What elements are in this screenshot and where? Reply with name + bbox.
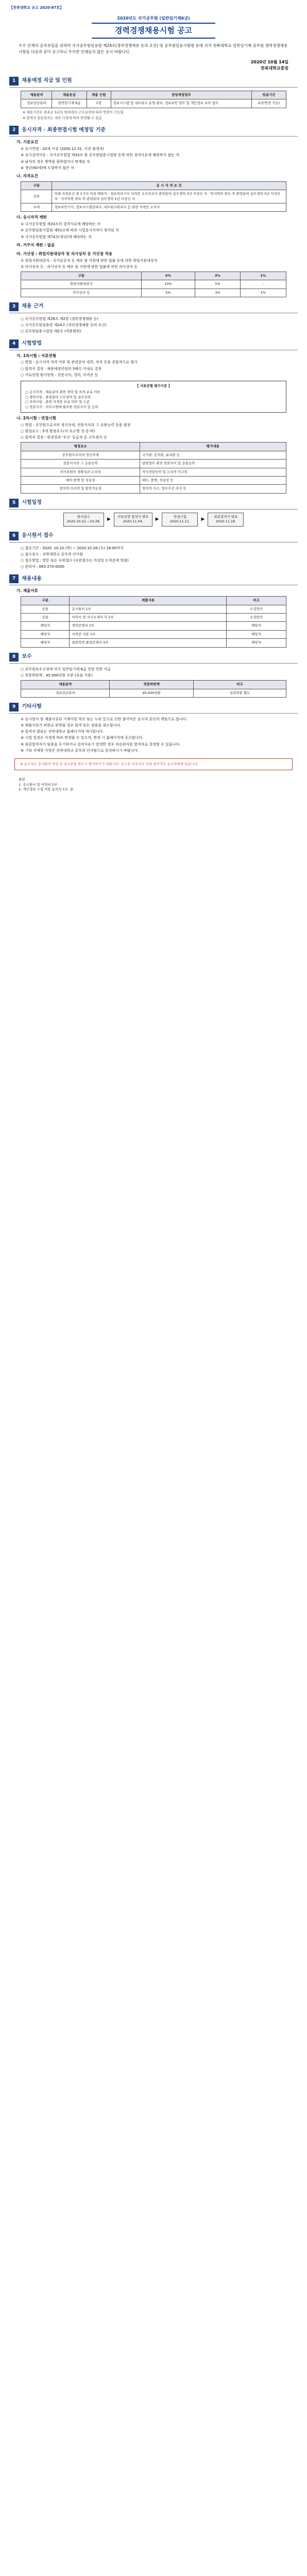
box-title: 【 서류전형 평가기준 】 xyxy=(135,383,172,388)
list-item: ○ 연봉하한액 : 45,000천원 수준 (초임 기준) xyxy=(21,673,93,677)
recruit-table xyxy=(21,91,286,108)
table-row xyxy=(21,190,286,204)
table-cell: 공무원으로서의 정신자세 xyxy=(21,451,140,459)
table-cell: 5% xyxy=(142,289,195,297)
list-item: ② 공무원임용시험령 제51조에 따라 시험응시자격이 정지된 자 xyxy=(21,228,119,233)
note: ※ 채용기간은 최초로 5년의 범위에서 근무실적에 따라 연장이 가능함 xyxy=(23,110,124,114)
table-cell: 일반임기제 6급 xyxy=(52,99,87,108)
table-cell: 해당자 xyxy=(227,639,286,647)
table-cell: 아래 자격요건 중 1가지 이상 해당자 · 정보처리기사 자격증 소지자로서 관련분야 실무경력 3년 이상인 자 · 학사학위 취득 후 관련분야 실무경력 3년 이상인 자 · 석사학위 취득 후 관련분야 실무경력 1년 이상인 자 xyxy=(52,190,286,204)
section-header xyxy=(9,126,298,134)
table-cell: 자격증 사본 1부 xyxy=(70,630,227,638)
subheading: 마. 가산점 : 취업지원대상자 및 의사상자 등 가산점 적용 xyxy=(16,251,113,256)
list-item: ③ 합격자 발표는 전북대학교 홈페이지에 게시합니다. xyxy=(21,730,104,734)
table-header-row xyxy=(21,272,286,280)
table-row xyxy=(21,451,286,459)
section-number: 8 xyxy=(9,653,19,662)
table-header: 연봉하한액 xyxy=(110,681,194,689)
table-row xyxy=(21,99,286,108)
list-item: ○ 자격사항 : 관련 자격증 보유 여부 및 수준 xyxy=(25,400,90,404)
step-label: 원서접수 xyxy=(77,514,90,519)
list-item: ○ 합격자 결정 : 채용예정인원의 3배수 이내로 결정 xyxy=(21,366,101,371)
table-header: 담당예정업무 xyxy=(111,91,252,99)
list-item: ○ 공무원보수규정에 의거 일반임기제 6급 상당 연봉 지급 xyxy=(21,667,111,671)
table-cell: 창의적 사고, 업무추진 의지 등 xyxy=(140,485,286,493)
notice-date: 2020년 10월 14일 xyxy=(250,60,288,65)
table-cell: 담당업무 관련 전문지식 및 응용능력 xyxy=(140,460,286,468)
list-item: ○ 방법 : 응시자격 적격 여부 및 관련분야 경력, 자격 등을 종합적으로 평가 xyxy=(21,360,138,365)
table-row xyxy=(21,468,286,476)
table-cell: 소정양식 xyxy=(227,614,286,622)
salary-table xyxy=(21,680,286,698)
attachments xyxy=(19,777,288,792)
section-6 xyxy=(9,532,298,543)
section-number: 6 xyxy=(9,532,19,540)
table-row xyxy=(21,485,286,493)
subheading: 가. 제출서류 xyxy=(16,588,38,594)
table-cell: 정보보안기사, 정보시스템감리사, 네트워크관리사 등 관련 자격증 소지자 xyxy=(52,204,286,212)
section-9 xyxy=(9,703,298,714)
title-block xyxy=(92,15,215,39)
table-header: 채용등급 xyxy=(52,91,87,99)
section-title: 채용 근거 xyxy=(22,303,44,310)
table-header: 5% xyxy=(142,272,195,280)
table-row xyxy=(21,630,286,638)
table-row xyxy=(21,605,286,613)
table-header: 구분 xyxy=(21,272,142,280)
table-row xyxy=(21,204,286,212)
list-item: ○ 경력사항 : 관련분야 근무경력 및 실무능력 xyxy=(25,395,91,399)
subheading: 나. 2차시험 : 면접시험 xyxy=(16,415,56,420)
table-cell: 창의력·의지력 및 발전가능성 xyxy=(21,485,140,493)
table-cell: 정보전산분야 xyxy=(21,99,52,108)
date-signature xyxy=(9,59,288,71)
section-title: 기타사항 xyxy=(22,704,42,710)
table-cell: 소정양식 xyxy=(227,605,286,613)
table-header: 평정요소 xyxy=(21,443,140,451)
notice-signer: 전북대학교총장 xyxy=(260,66,288,71)
schedule-flow xyxy=(21,513,286,527)
section-7 xyxy=(9,574,298,585)
list-item: ① 응시연령 : 20세 이상 (2000.12.31. 이전 출생자) xyxy=(21,147,105,151)
title-subtitle: 2020년도 국가공무원 (일반임기제6급) xyxy=(117,16,190,21)
list-item: ③ 남자의 경우 병역을 필하였거나 면제된 자 xyxy=(21,159,90,164)
attachment-item: 2. 개인정보 수집 이용 동의서 1부. 끝. xyxy=(19,787,75,792)
section-number: 5 xyxy=(9,499,19,507)
section-header xyxy=(9,340,298,348)
section-title: 시험일정 xyxy=(22,500,42,506)
table-header-row xyxy=(21,91,286,99)
list-item: ○ 방법 : 공무원으로서의 정신자세, 전문지식과 그 응용능력 등을 평정 xyxy=(21,422,131,427)
evaluation-criteria-box xyxy=(21,381,286,413)
schedule-step xyxy=(63,513,104,527)
table-cell: 해당자 xyxy=(21,622,70,630)
schedule-step xyxy=(208,513,244,527)
interview-evaluation-table xyxy=(21,442,286,494)
list-item: ○ 서류전형 평가항목 : 전문지식, 경력, 자격증 등 xyxy=(21,372,98,377)
table-header-row xyxy=(21,597,286,605)
table-cell: 응시원서 1부 xyxy=(70,605,227,613)
table-row xyxy=(21,614,286,622)
section-header xyxy=(9,532,298,540)
list-item: ○ 공무원임용시험령 제2조 (적용범위) xyxy=(21,329,81,334)
section-header xyxy=(9,302,298,311)
list-item: ○ 응시자격 : 채용분야 관련 경력 및 자격 보유 여부 xyxy=(25,390,100,395)
table-row xyxy=(21,280,286,289)
list-item: ① 취업지원대상자 : 국가유공자 등 예우 및 지원에 관한 법률 등에 의한 취업지원대상자 xyxy=(21,258,158,263)
list-item: ④ 정년(60세)에 도달하지 않은 자 xyxy=(21,165,74,170)
step-date: 2020.10.22.~10.28. xyxy=(66,519,100,524)
subheading: 라. 거주지 제한 : 없음 xyxy=(16,242,55,247)
table-cell: 의사표현의 정확성과 논리성 xyxy=(21,468,140,476)
table-cell: 태도, 품행, 성실성 등 xyxy=(140,476,286,484)
step-date: 2020.11.18. xyxy=(215,519,236,524)
section-1 xyxy=(9,77,298,88)
table-header: 응 시 자 격 요 건 xyxy=(52,181,286,190)
step-date: 2020.11.04. xyxy=(123,519,143,524)
section-header xyxy=(9,653,298,662)
section-4 xyxy=(9,340,298,350)
table-cell: 2년(연장 가능) xyxy=(252,99,286,108)
table-cell: 성과연봉 별도 xyxy=(194,689,286,697)
table-header: 채용분야 xyxy=(21,681,110,689)
subheading: 가. 기본요건 xyxy=(16,140,38,145)
subheading: 가. 1차시험 : 서류전형 xyxy=(16,353,56,358)
attachments-label: 붙임 xyxy=(19,777,25,782)
section-number: 3 xyxy=(9,302,19,311)
table-cell: 의사전달능력 및 논리적 사고력 xyxy=(140,468,286,476)
table-row xyxy=(21,639,286,647)
list-item: ⑥ 기타 자세한 사항은 전북대학교 총무과 인사팀으로 문의하시기 바랍니다. xyxy=(21,748,139,753)
table-header: 비고 xyxy=(227,597,286,605)
note: ※ 합격자 임용일자는 내부 사정에 따라 변경될 수 있음 xyxy=(23,115,102,120)
section-2 xyxy=(9,126,298,137)
section-8 xyxy=(9,653,298,664)
table-cell: 3% xyxy=(195,289,240,297)
table-cell: 의사상자 등 xyxy=(21,289,142,297)
table-cell: 해당자 xyxy=(227,622,286,630)
attachment-item: 1. 응시원서 및 이력서 1부. xyxy=(19,782,59,787)
table-header: 제출서류 xyxy=(70,597,227,605)
section-header xyxy=(9,703,298,711)
table-header: 채용 인원 xyxy=(87,91,111,99)
table-header: 구분 xyxy=(21,181,52,190)
table-row xyxy=(21,689,286,697)
table-cell: 해당자 xyxy=(227,630,286,638)
list-item: ○ 평정요소 : 5개 평정요소(각 요소별 상·중·하) xyxy=(21,429,95,433)
notice-number: 【전북대학교 공고 2020-87호】 xyxy=(9,6,64,10)
section-number: 2 xyxy=(9,126,19,134)
section-title: 채용내용 xyxy=(22,575,42,582)
table-cell: 정보시스템 및 네트워크 운영 관리, 정보보안 업무 및 개인정보 보호 업무 xyxy=(111,99,252,108)
list-item: ○ 합격자 결정 : 평정결과 '우수' 등급자 중 고득점자 순 xyxy=(21,435,107,440)
table-cell: 1명 xyxy=(87,99,111,108)
table-cell: 공통 xyxy=(21,605,70,613)
table-cell: 5% xyxy=(195,280,240,289)
section-title: 응시원서 접수 xyxy=(22,532,54,538)
table-header: 1% xyxy=(241,272,286,280)
schedule-step xyxy=(162,513,198,527)
list-item: ○ 문의처 : 063-270-0000 xyxy=(21,565,65,569)
table-header-row xyxy=(21,681,286,689)
table-cell: 공통 xyxy=(21,614,70,622)
section-title: 응시자격 · 최종면접시험 예정일 기준 xyxy=(22,127,106,133)
subheading: 나. 자격요건 xyxy=(16,173,38,178)
list-item: ○ 국가공무원임용령 제24조 (경력경쟁채용 등의 요건) xyxy=(21,323,107,328)
list-item: ① 응시원서 및 제출서류의 기재사항 착오 또는 누락 등으로 인한 불이익은 응시자 본인의 책임으로 합니다. xyxy=(21,717,187,721)
section-title: 채용예정 직급 및 인원 xyxy=(22,77,72,83)
section-header xyxy=(9,574,298,583)
table-cell: 해당자 xyxy=(21,630,70,638)
subheading: 다. 응시자격 제한 xyxy=(16,215,47,220)
qualification-table xyxy=(21,181,286,212)
section-5 xyxy=(9,499,298,510)
step-label: 면접시험 xyxy=(173,514,187,519)
section-header xyxy=(9,499,298,507)
schedule-step xyxy=(114,513,152,527)
list-item: ⑤ 최종합격자가 임용을 포기하거나 결격사유가 발생한 경우 차순위자를 합격자로 결정할 수 있습니다. xyxy=(21,742,181,747)
section-number: 4 xyxy=(9,340,19,348)
section-title: 보수 xyxy=(22,654,32,660)
table-cell: 이력서 및 자기소개서 각 1부 xyxy=(70,614,227,622)
table-cell: 최종학력 졸업증명서 1부 xyxy=(70,639,227,647)
table-cell: 우대 xyxy=(21,204,52,212)
table-cell: 국가관, 공직관, 윤리관 등 xyxy=(140,451,286,459)
page-title: 경력경쟁채용시험 공고 xyxy=(92,23,215,39)
table-cell: 정보전산분야 xyxy=(21,689,110,697)
list-item: ② 제출서류가 허위로 판명될 경우 합격 또는 임용을 취소합니다. xyxy=(21,723,122,728)
table-cell: 취업지원대상자 xyxy=(21,280,142,289)
arrow-right-icon: ▶ xyxy=(201,516,205,522)
step-label: 최종합격자 발표 xyxy=(214,514,238,519)
table-header: 채용분야 xyxy=(21,91,52,99)
table-header-row xyxy=(21,443,286,451)
table-cell: 10% xyxy=(142,280,195,289)
arrow-right-icon: ▶ xyxy=(155,516,159,522)
step-date: 2020.11.11. xyxy=(169,519,191,524)
list-item: ② 응시결격사유 : 국가공무원법 제33조 및 공무원임용시험령 등에 의한 결격사유에 해당하지 않는 자 xyxy=(21,153,179,158)
section-number: 1 xyxy=(9,77,19,86)
step-label: 서류전형 합격자 발표 xyxy=(117,514,149,519)
table-header: 평가내용 xyxy=(140,443,286,451)
table-cell: 예의·품행 및 성실성 xyxy=(21,476,140,484)
list-item: ② 의사상자 등 : 의사상자 등 예우 및 지원에 관한 법률에 의한 의사상자 등 xyxy=(21,264,138,269)
table-header: 3% xyxy=(195,272,240,280)
warning-box: ※ 응시자는 응시원서 작성 전 공고문을 반드시 확인하시기 바랍니다. 공고문 미숙지로 인한 불이익은 응시자에게 있습니다. xyxy=(14,758,293,770)
section-number: 9 xyxy=(9,703,19,711)
list-item: ○ 접수장소 : 전북대학교 총무과 인사팀 xyxy=(21,552,83,556)
table-cell: 45,000천원 xyxy=(110,689,194,697)
bonus-table xyxy=(21,272,286,297)
table-header: 비고 xyxy=(194,681,286,689)
table-cell: 전문지식과 그 응용능력 xyxy=(21,460,140,468)
table-row xyxy=(21,289,286,297)
list-item: ○ 국가공무원법 제28조 제2항 (경력경쟁채용 등) xyxy=(21,317,99,321)
table-row xyxy=(21,622,286,630)
section-number: 7 xyxy=(9,574,19,583)
list-item: ① 국가공무원법 제33조의 결격사유에 해당하는 자 xyxy=(21,222,100,227)
list-item: ④ 시험 일정은 사정에 따라 변경될 수 있으며, 변경 시 홈페이지에 공고합니다. xyxy=(21,736,144,740)
table-cell: 해당자 xyxy=(21,639,70,647)
table-cell: 경력증명서 1부 xyxy=(70,622,227,630)
section-header xyxy=(9,77,298,86)
arrow-right-icon: ▶ xyxy=(107,516,111,522)
list-item: ○ 전문지식 : 직무수행에 필요한 전문지식 및 능력 xyxy=(25,404,98,409)
table-header: 구분 xyxy=(21,597,70,605)
list-item: ○ 접수방법 : 방문 또는 우편접수 (우편접수는 마감일 도착분에 한함) xyxy=(21,558,129,563)
table-row xyxy=(21,460,286,468)
section-title: 시험방법 xyxy=(22,340,42,346)
list-item: ③ 국가공무원법 제74조(정년)에 해당하는 자 xyxy=(21,234,92,239)
table-row xyxy=(21,476,286,484)
section-3 xyxy=(9,302,298,313)
table-cell: 1% xyxy=(241,289,286,297)
intro-text: 우수 인재의 공직유입을 위하여 국가공무원임용령 제24조(경력경쟁채용 등의 요건) 및 공무원임용시험령 등에 의거 전북대학교 일반임기제 공무원 경력경쟁채용시험을 다음과 같이 공고하니 우수한 인재들의 많은 응시 바랍니다. xyxy=(19,43,288,55)
table-header: 임용기간 xyxy=(252,91,286,99)
list-item: ○ 접수기간 : 2020. 10.22.(목) ~ 2020.10.28.(수) 18:00까지 xyxy=(21,546,124,550)
table-cell: - xyxy=(241,280,286,289)
documents-table xyxy=(21,596,286,648)
table-cell: 공통 xyxy=(21,190,52,204)
table-header-row xyxy=(21,181,286,190)
